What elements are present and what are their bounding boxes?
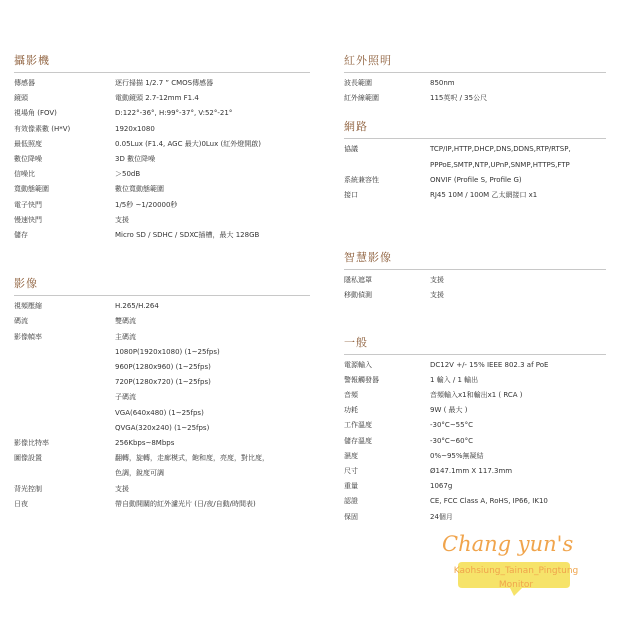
spec-row [344, 76, 606, 91]
spec-value: 3D 數位降噪 [115, 155, 156, 164]
spec-label: 重量 [344, 482, 358, 491]
logo-subtitle: Monitor [498, 580, 534, 590]
spec-value: 帶自動開關的紅外濾光片 (日/夜/自動/時間表) [115, 499, 256, 508]
section-title: 智慧影像 [344, 249, 606, 270]
spec-value: 0.05Lux (F1.4, AGC 最大)0Lux (紅外燈開啟) [115, 139, 261, 148]
ir-section [344, 52, 606, 106]
section-title: 攝影機 [14, 52, 310, 73]
spec-value: 子碼流 [115, 393, 136, 402]
spec-value: 雙碼流 [115, 317, 136, 326]
spec-row [344, 388, 606, 403]
spec-label: 儲存 [14, 231, 28, 240]
spec-value: 數位寬動態範圍 [115, 185, 164, 194]
spec-value: VGA(640x480) (1~25fps) [115, 408, 204, 417]
spec-rows [14, 76, 310, 243]
spec-row [14, 314, 310, 329]
spec-value: 翻轉，旋轉，走廊模式，飽和度，亮度，對比度， [115, 454, 269, 463]
section-title: 一般 [344, 334, 606, 355]
spec-label: 音頻 [344, 391, 358, 400]
spec-row [14, 76, 310, 91]
spec-row [14, 299, 310, 314]
spec-value: 音頻輸入x1和輸出x1 ( RCA ) [430, 391, 523, 400]
spec-rows [344, 142, 606, 203]
spec-label: 視頻壓縮 [14, 302, 42, 311]
spec-label: 傳感器 [14, 79, 35, 87]
spec-row [344, 464, 606, 479]
spec-row [14, 360, 310, 375]
spec-value: 1 輸入 / 1 輸出 [430, 375, 479, 384]
spec-value: 色調，銳度可調 [115, 469, 164, 478]
spec-label [14, 406, 115, 421]
spec-value: 256Kbps~8Mbps [115, 439, 175, 448]
spec-label: 最低照度 [14, 139, 42, 148]
section-title: 網路 [344, 118, 606, 139]
spec-label: 儲存溫度 [344, 436, 372, 445]
spec-row [344, 158, 606, 173]
spec-value: D:122°-36°, H:99°-37°, V:52°-21° [115, 109, 233, 118]
spec-value: TCP/IP,HTTP,DHCP,DNS,DDNS,RTP/RTSP, [430, 145, 571, 154]
spec-value: 1080P(1920x1080) (1~25fps) [115, 347, 220, 356]
spec-label: 日夜 [14, 499, 28, 508]
spec-label [14, 421, 115, 436]
spec-value: 115英呎 / 35公尺 [430, 94, 488, 103]
logo-name: Chang yun's [442, 532, 574, 556]
spec-label: 慢速快門 [14, 215, 42, 224]
spec-label: 影像比特率 [14, 439, 49, 448]
spec-value: 960P(1280x960) (1~25fps) [115, 363, 211, 372]
spec-label: 視場角 (FOV) [14, 109, 57, 118]
spec-rows [344, 273, 606, 303]
spec-label: 認證 [344, 497, 358, 506]
spec-value: 24個月 [430, 512, 453, 521]
spec-value: QVGA(320x240) (1~25fps) [115, 423, 210, 432]
spec-label [14, 375, 115, 390]
spec-value: ＞50dB [115, 170, 141, 179]
spec-row [344, 418, 606, 433]
spec-value: RJ45 10M / 100M 乙太網接口 x1 [430, 191, 538, 200]
spec-row [14, 228, 310, 243]
spec-value: -30°C~60°C [430, 436, 473, 445]
spec-row [14, 330, 310, 345]
spec-row [14, 122, 310, 137]
spec-row [14, 375, 310, 390]
left-column [14, 52, 310, 512]
spec-label [344, 158, 430, 173]
spec-label: 有效像素數 (H*V) [14, 124, 71, 133]
spec-row [344, 403, 606, 418]
spec-value: H.265/H.264 [115, 302, 159, 311]
spec-label: 警報觸發器 [344, 375, 379, 384]
spec-row [14, 345, 310, 360]
spec-rows [344, 76, 606, 106]
spec-row [344, 142, 606, 157]
spec-rows [344, 358, 606, 525]
spec-row [344, 510, 606, 525]
spec-label: 信噪比 [14, 170, 35, 179]
spec-label: 電源輸入 [344, 360, 372, 369]
video-section [14, 275, 310, 512]
spec-value: 逐行掃描 1/2.7 ” CMOS傳感器 [115, 79, 214, 87]
spec-label: 隱私遮罩 [344, 276, 372, 285]
spec-row [344, 434, 606, 449]
spec-label: 協議 [344, 145, 358, 154]
spec-row [14, 421, 310, 436]
spec-value: 支援 [115, 215, 129, 224]
spec-value: 720P(1280x720) (1~25fps) [115, 378, 211, 387]
spec-row [14, 436, 310, 451]
spec-label: 保固 [344, 512, 358, 521]
spec-label [14, 390, 115, 405]
section-title: 影像 [14, 275, 310, 296]
spec-label: 寬動態範圍 [14, 185, 49, 194]
spec-label [14, 466, 115, 481]
spec-label: 系統兼容性 [344, 175, 379, 184]
spec-rows [14, 299, 310, 512]
spec-label: 圖像設置 [14, 454, 42, 463]
spec-row [14, 406, 310, 421]
spec-row [14, 213, 310, 228]
spec-label: 功耗 [344, 406, 358, 415]
right-column [344, 52, 606, 525]
spec-value: 電動鏡頭 2.7-12mm F1.4 [115, 94, 199, 103]
spec-value: 9W ( 最大 ) [430, 406, 468, 415]
spec-value: Micro SD / SDHC / SDXC插槽，最大 128GB [115, 231, 260, 240]
general-section [344, 334, 606, 525]
spec-value: -30°C~55°C [430, 421, 473, 430]
spec-value: 支援 [430, 291, 444, 300]
spec-row [14, 497, 310, 512]
spec-label: 濕度 [344, 451, 358, 460]
spec-label: 電子快門 [14, 200, 42, 209]
camera-section [14, 52, 310, 243]
spec-row [344, 449, 606, 464]
spec-row [344, 173, 606, 188]
spec-label: 鏡頭 [14, 94, 28, 103]
spec-label: 接口 [344, 191, 358, 200]
spec-label [14, 360, 115, 375]
spec-label: 移動偵測 [344, 291, 372, 300]
spec-row [14, 167, 310, 182]
spec-label: 紅外線範圍 [344, 94, 379, 103]
network-section [344, 118, 606, 203]
spec-row [344, 358, 606, 373]
spec-value: ONVIF (Profile S, Profile G) [430, 175, 522, 184]
spec-row [14, 182, 310, 197]
spec-row [14, 198, 310, 213]
spec-row [344, 91, 606, 106]
spec-row [14, 152, 310, 167]
spec-label: 碼流 [14, 317, 28, 326]
logo-tagline: Kaohsiung_Tainan_Pingtung [453, 566, 579, 576]
spec-value: 1920x1080 [115, 124, 155, 133]
spec-label: 尺寸 [344, 467, 358, 476]
spec-row [14, 390, 310, 405]
spec-row [344, 288, 606, 303]
spec-label: 工作溫度 [344, 421, 372, 430]
spec-row [344, 479, 606, 494]
spec-row [14, 91, 310, 106]
spec-value: DC12V +/- 15% IEEE 802.3 af PoE [430, 360, 549, 369]
spec-row [344, 373, 606, 388]
spec-row [344, 494, 606, 509]
spec-value: 支援 [115, 484, 129, 493]
spec-label: 波長範圍 [344, 79, 372, 87]
spec-label: 數位降噪 [14, 155, 42, 164]
spec-row [14, 137, 310, 152]
spec-value: 主碼流 [115, 332, 136, 341]
spec-row [14, 466, 310, 481]
spec-value: 850nm [430, 79, 455, 87]
spec-row [14, 106, 310, 121]
spec-row [344, 273, 606, 288]
section-title: 紅外照明 [344, 52, 606, 73]
spec-label [14, 345, 115, 360]
spec-row [344, 188, 606, 203]
spec-value: 支援 [430, 276, 444, 285]
spec-value: 0%~95%無凝結 [430, 451, 484, 460]
spec-value: 1067g [430, 482, 453, 491]
brand-logo [426, 530, 606, 606]
spec-value: PPPoE,SMTP,NTP,UPnP,SNMP,HTTPS,FTP [430, 160, 570, 169]
spec-row [14, 451, 310, 466]
spec-label: 背光控制 [14, 484, 42, 493]
smart-video-section [344, 249, 606, 303]
spec-value: 1/5秒 ~1/20000秒 [115, 200, 178, 209]
spec-value: CE, FCC Class A, RoHS, IP66, IK10 [430, 497, 548, 506]
spec-value: Ø147.1mm X 117.3mm [430, 467, 513, 476]
spec-row [14, 482, 310, 497]
spec-label: 影像幀率 [14, 332, 42, 341]
